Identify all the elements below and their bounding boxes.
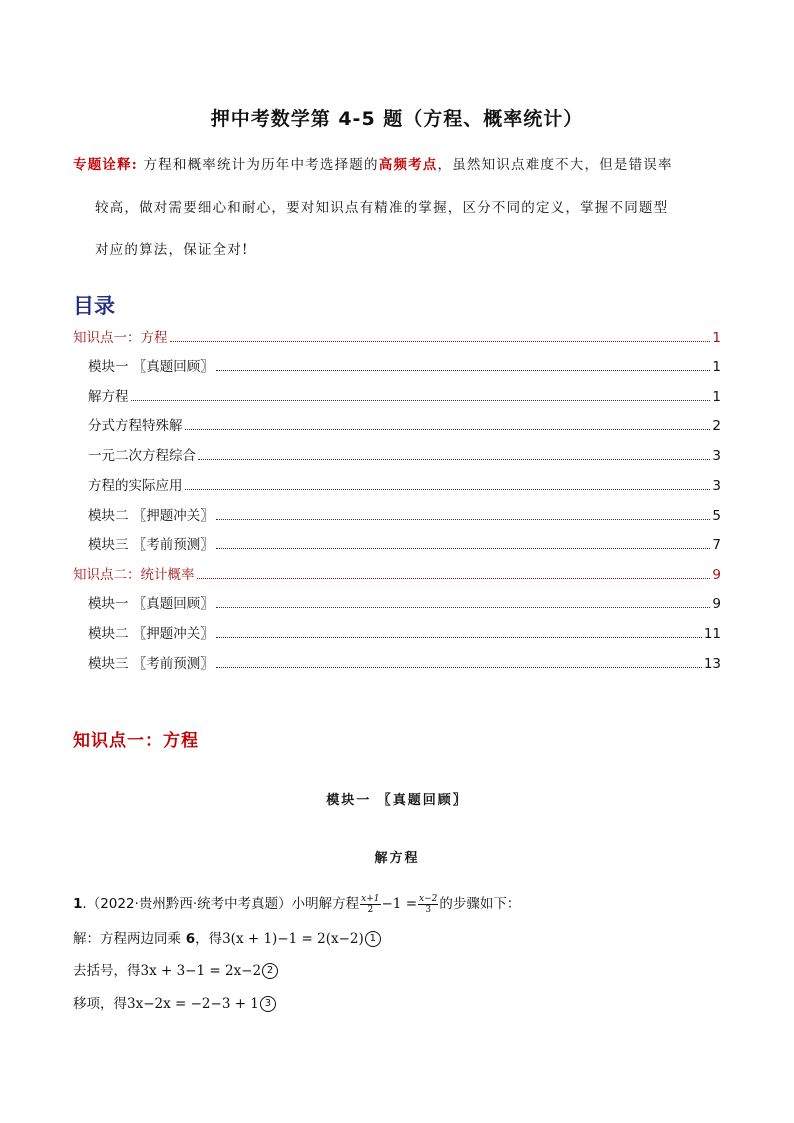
equation-middle: −1 = (381, 896, 418, 912)
page-title: 押中考数学第 4-5 题（方程、概率统计） (210, 108, 584, 130)
toc-leader (216, 666, 702, 668)
step-1-multiplier: 6 (181, 931, 196, 947)
section-heading: 知识点一：方程 (73, 731, 199, 751)
step-3-prefix: 移项，得 (73, 996, 127, 1012)
fraction-1-numerator: x+1 (361, 893, 380, 904)
step-2-equation: 3x + 3−1 = 2x−2 (140, 963, 262, 979)
toc-entry-page: 5 (712, 508, 721, 524)
toc-entry-text: 模块三 〖考前预测〗 (88, 537, 214, 553)
toc-entry[interactable] (88, 355, 721, 375)
toc-entry-page: 2 (712, 418, 721, 434)
toc-entry-page: 1 (712, 389, 721, 405)
module-heading: 模块一 〖真题回顾〗 (326, 793, 468, 808)
step-1-mid: ，得 (195, 931, 223, 947)
solution-step-1 (73, 927, 381, 947)
toc-leader (185, 428, 711, 430)
toc-leader (216, 606, 711, 608)
toc-entry-section[interactable] (73, 563, 721, 583)
toc-entry-page: 7 (712, 537, 721, 553)
toc-leader (216, 636, 702, 638)
toc-heading: 目录 (73, 294, 115, 318)
question-source: （2022·贵州黔西·统考中考真题） (86, 896, 292, 912)
toc-entry-text: 方程的实际应用 (88, 478, 183, 494)
toc-leader (216, 547, 711, 549)
question-stem-end: 的步骤如下： (439, 896, 521, 912)
intro-line-1 (73, 153, 733, 173)
solution-step-3 (73, 992, 276, 1012)
toc-leader (185, 488, 711, 490)
toc-entry[interactable] (88, 444, 721, 464)
toc-entry[interactable] (88, 592, 721, 612)
toc-leader (170, 340, 711, 342)
toc-entry[interactable] (88, 414, 721, 434)
toc-entry-text: 知识点一：方程 (73, 330, 168, 346)
toc-entry-page: 9 (712, 596, 721, 612)
toc-entry-text: 模块一 〖真题回顾〗 (88, 596, 214, 612)
intro-highlight: 高频考点 (378, 157, 438, 173)
toc-entry-text: 分式方程特殊解 (88, 418, 183, 434)
toc-entry-text: 知识点二：统计概率 (73, 567, 195, 583)
fraction-2-numerator: x−2 (419, 893, 438, 904)
fraction-2-denominator: 3 (425, 904, 432, 915)
toc-leader (216, 369, 711, 371)
solution-step-2 (73, 959, 278, 979)
toc-entry-text: 模块二 〖押题冲关〗 (88, 508, 214, 524)
toc-entry[interactable] (88, 474, 721, 494)
circled-number-3: 3 (260, 996, 276, 1012)
intro-text-1b: ，虽然知识点难度不大，但是错误率 (437, 157, 673, 173)
toc-leader (198, 458, 710, 460)
toc-leader (131, 399, 711, 401)
question-stem-text: 小明解方程 (291, 896, 360, 912)
fraction-1 (360, 894, 380, 915)
toc-entry-text: 模块三 〖考前预测〗 (88, 656, 214, 672)
question-number: 1 (73, 896, 83, 912)
toc-entry[interactable] (88, 652, 721, 672)
step-2-prefix: 去括号，得 (73, 963, 141, 979)
toc-entry-page: 9 (712, 567, 721, 583)
toc-entry[interactable] (88, 533, 721, 553)
toc-entry[interactable] (88, 504, 721, 524)
toc-entry-text: 解方程 (88, 389, 129, 405)
toc-entry-page: 1 (712, 330, 721, 346)
circled-number-1: 1 (365, 931, 381, 947)
toc-entry[interactable] (88, 622, 721, 642)
toc-entry-page: 3 (712, 448, 721, 464)
toc-entry-text: 模块二 〖押题冲关〗 (88, 626, 214, 642)
toc-entry[interactable] (88, 385, 721, 405)
toc-entry-section[interactable] (73, 326, 721, 346)
intro-line-3: 对应的算法，保证全对! (95, 242, 249, 258)
toc-entry-text: 一元二次方程综合 (88, 448, 196, 464)
topic-heading: 解方程 (374, 851, 420, 866)
toc-entry-text: 模块一 〖真题回顾〗 (88, 359, 214, 375)
intro-text-1a: 方程和概率统计为历年中考选择题的 (137, 157, 379, 173)
circled-number-2: 2 (262, 963, 278, 979)
step-1-equation: 3(x + 1)−1 = 2(x−2) (222, 931, 364, 947)
toc-leader (197, 577, 711, 579)
fraction-2 (418, 894, 438, 915)
toc-entry-page: 13 (703, 656, 721, 672)
intro-label: 专题诠释: (73, 157, 138, 173)
step-3-equation: 3x−2x = −2−3 + 1 (127, 996, 259, 1012)
question-stem: 1.（2022·贵州黔西·统考中考真题）小明解方程 $\frac{x+1}{2}$ −1 = $\frac{x-2}{3}$ 的步骤如下： (73, 893, 521, 915)
toc-entry-page: 3 (712, 478, 721, 494)
toc-entry-page: 11 (703, 626, 721, 642)
fraction-1-denominator: 2 (367, 904, 374, 915)
toc-leader (216, 518, 711, 520)
intro-line-2: 较高，做对需要细心和耐心，要对知识点有精准的掌握，区分不同的定义，掌握不同题型 (95, 200, 669, 216)
step-1-prefix: 解：方程两边同乘 (73, 931, 181, 947)
toc-entry-page: 1 (712, 359, 721, 375)
